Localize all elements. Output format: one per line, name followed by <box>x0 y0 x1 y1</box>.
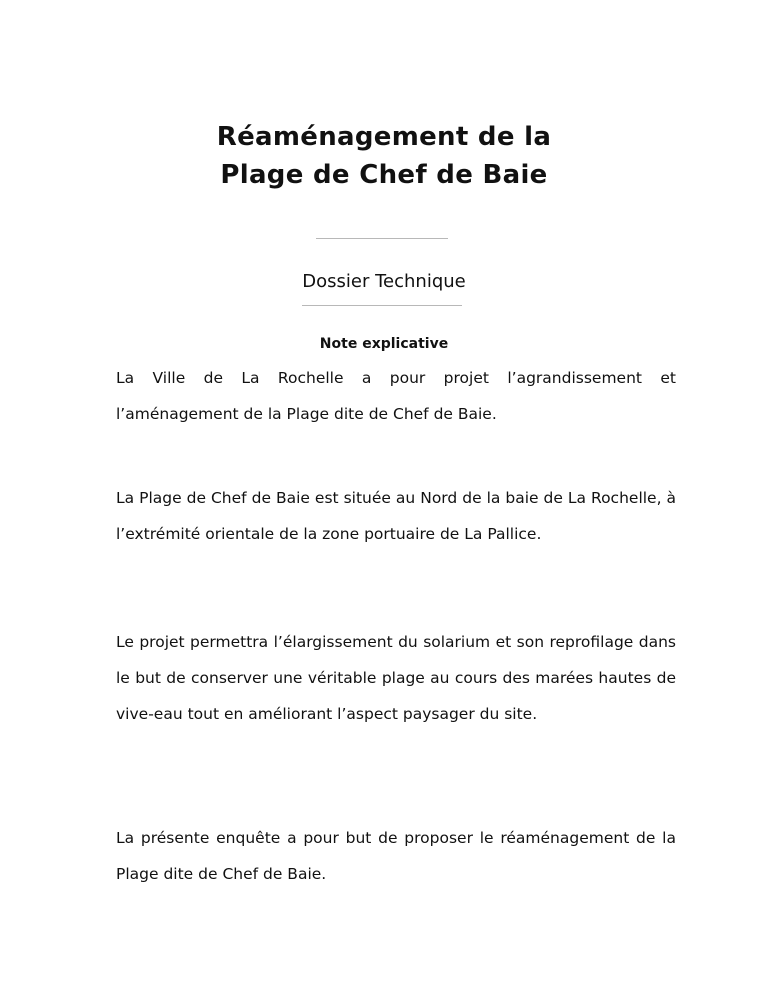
title-line-1: Réaménagement de la <box>216 122 552 152</box>
title-line-2: Plage de Chef de Baie <box>220 160 548 190</box>
paragraph-2: La Plage de Chef de Baie est située au Nord de la baie de La Rochelle, à l’extrémité orientale de la zone portuaire de La Pallice. <box>116 489 676 543</box>
document-subtitle: Dossier Technique <box>302 271 466 292</box>
paragraph-3: Le projet permettra l’élargissement du solarium et son reprofilage dans le but de conserver une véritable plage au cours des marées hautes de vive-eau tout en améliorant l’aspect paysager du site. <box>116 633 676 723</box>
document-title <box>0 118 768 194</box>
paragraph-1: La Ville de La Rochelle a pour projet l’agrandissement et l’aménagement de la Plage dite de Chef de Baie. <box>116 369 676 423</box>
section-heading: Note explicative <box>319 336 449 352</box>
paragraph-4: La présente enquête a pour but de proposer le réaménagement de la Plage dite de Chef de Baie. <box>116 829 676 883</box>
divider-bottom <box>302 305 462 306</box>
divider-top <box>316 238 448 239</box>
